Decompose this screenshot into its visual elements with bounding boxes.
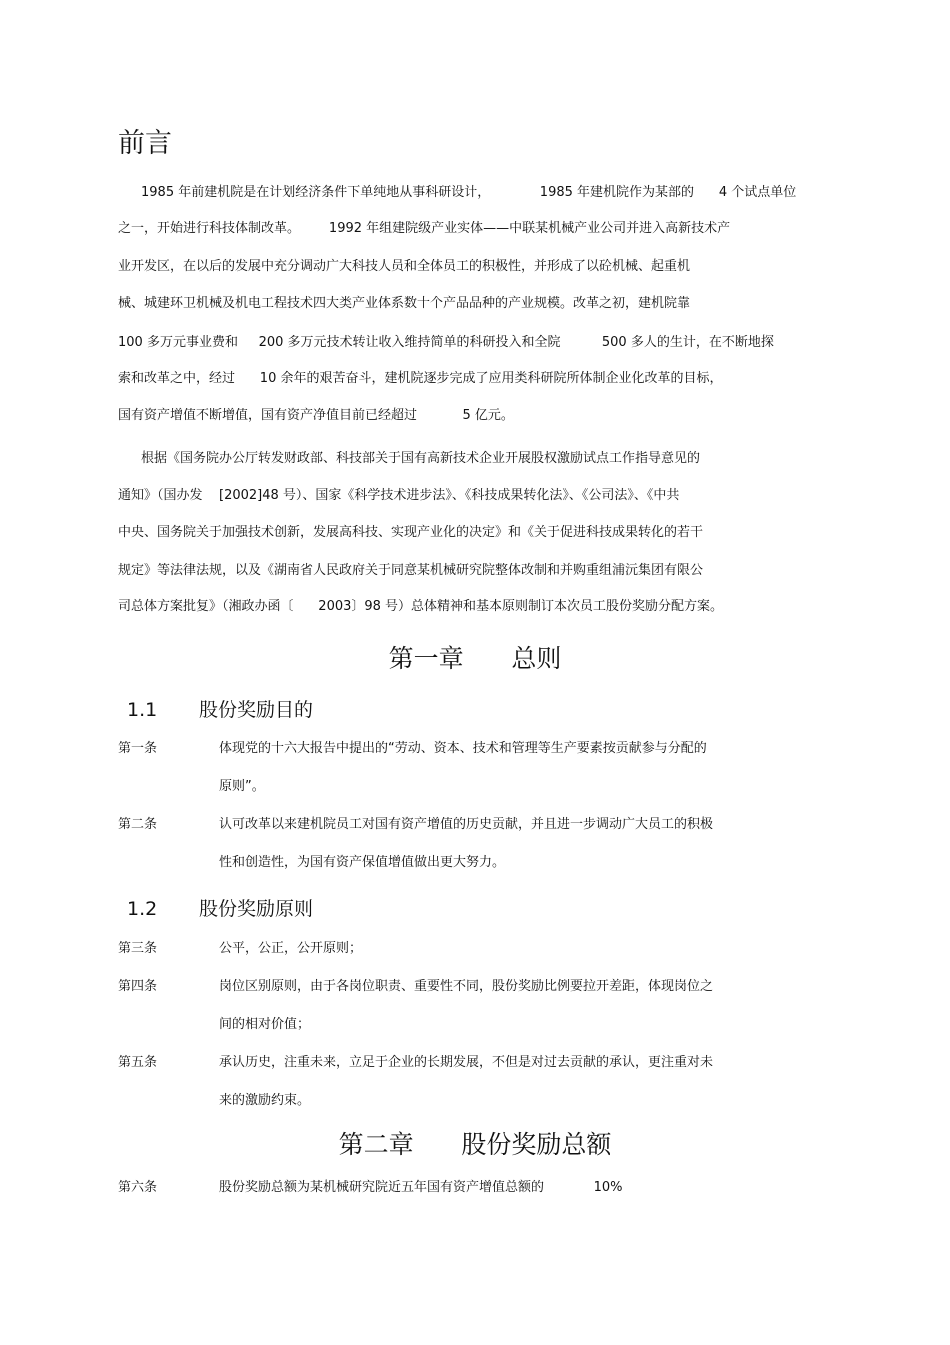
preface-title: 前言 <box>118 128 172 159</box>
section-1-1-heading <box>127 697 313 723</box>
article-5-label: 第五条 <box>118 1055 158 1070</box>
preface-para2-line-3: 中央、国务院关于加强技术创新，发展高科技、实现产业化的决定》和《关于促进科技成果转化的若干 <box>118 525 704 540</box>
section-1-2-title: 股份奖励原则 <box>199 898 314 920</box>
article-3-text-line-1: 公平，公正，公开原则； <box>219 941 363 956</box>
article-4-text-line-1: 岗位区别原则，由于各岗位职责、重要性不同，股份奖励比例要拉开差距，体现岗位之 <box>219 979 714 994</box>
section-1-1-title: 股份奖励目的 <box>199 699 314 721</box>
article-1-text-line-2: 原则”。 <box>219 779 265 794</box>
preface-para1-line-6: 索和改革之中，经过 10 余年的艰苦奋斗，建机院逐步完成了应用类科研院所体制企业化改革的目标， <box>118 371 723 386</box>
article-5-text-line-1: 承认历史，注重未来，立足于企业的长期发展，不但是对过去贡献的承认，更注重对未 <box>219 1055 714 1070</box>
chapter1-title: 第一章 总则 <box>388 644 562 673</box>
preface-para1-line-1: 1985 年前建机院是在计划经济条件下单纯地从事科研设计， 1985 年建机院作为某部的 4 个试点单位 <box>141 185 797 200</box>
preface-para1-line-5: 100 多万元事业费和 200 多万元技术转让收入维持简单的科研投入和全院 500 多人的生计，在不断地探 <box>118 335 774 350</box>
section-1-2-number: 1.2 <box>127 898 158 920</box>
preface-para1-line-3: 业开发区，在以后的发展中充分调动广大科技人员和全体员工的积极性，并形成了以砼机械、起重机 <box>118 259 691 274</box>
article-2-text-line-2: 性和创造性，为国有资产保值增值做出更大努力。 <box>219 855 506 870</box>
preface-para1-line-7: 国有资产增值不断增值，国有资产净值目前已经超过 5 亿元。 <box>118 408 514 423</box>
article-6-label: 第六条 <box>118 1180 158 1195</box>
article-5-text-line-2: 来的激励约束。 <box>219 1093 311 1108</box>
article-3-label: 第三条 <box>118 941 158 956</box>
section-1-2-heading <box>127 896 313 922</box>
preface-para1-line-2: 之一，开始进行科技体制改革。 1992 年组建院级产业实体——中联某机械产业公司并进入高新技术产 <box>118 221 731 236</box>
article-2-text-line-1: 认可改革以来建机院员工对国有资产增值的历史贡献，并且进一步调动广大员工的积极 <box>219 817 714 832</box>
preface-para2-line-2: 通知》（国办发 [2002]48 号）、国家《科学技术进步法》、《科技成果转化法》、《公司法》、《中共 <box>118 488 680 503</box>
article-1-label: 第一条 <box>118 741 158 756</box>
preface-para1-line-4: 械、城建环卫机械及机电工程技术四大类产业体系数十个产品品种的产业规模。改革之初，建机院靠 <box>118 296 691 311</box>
section-1-1-number: 1.1 <box>127 699 158 721</box>
article-6-text-line-1: 股份奖励总额为某机械研究院近五年国有资产增值总额的 10% <box>219 1180 623 1195</box>
preface-para2-line-5: 司总体方案批复》（湘政办函〔 2003〕98 号）总体精神和基本原则制订本次员工股份奖励分配方案。 <box>118 599 724 614</box>
article-4-label: 第四条 <box>118 979 158 994</box>
article-2-label: 第二条 <box>118 817 158 832</box>
article-4-text-line-2: 间的相对价值； <box>219 1017 311 1032</box>
chapter2-title: 第二章 股份奖励总额 <box>338 1130 612 1159</box>
preface-para2-line-1: 根据《国务院办公厅转发财政部、科技部关于国有高新技术企业开展股权激励试点工作指导意见的 <box>141 451 701 466</box>
preface-para2-line-4: 规定》等法律法规，以及《湖南省人民政府关于同意某机械研究院整体改制和并购重组浦沅集团有限公 <box>118 563 704 578</box>
article-1-text-line-1: 体现党的十六大报告中提出的“劳动、资本、技术和管理等生产要素按贡献参与分配的 <box>219 741 707 756</box>
